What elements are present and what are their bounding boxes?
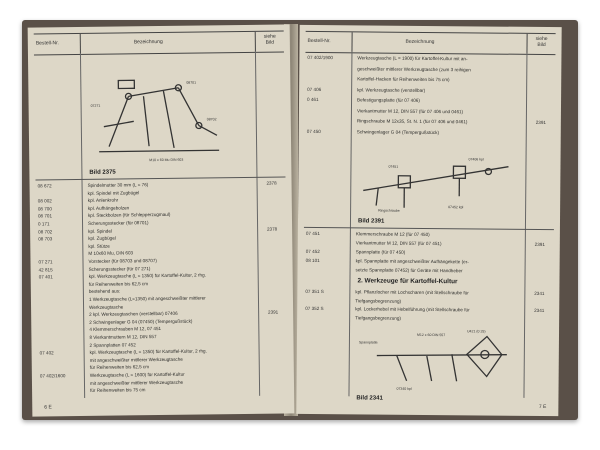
parts-list-row	[304, 248, 554, 255]
parts-list-row	[305, 118, 555, 126]
part-description: 4 Klemmerschrauben M 12, 07 451	[89, 326, 162, 333]
parts-list-row	[36, 203, 286, 212]
svg-text:07452 kpl: 07452 kpl	[448, 205, 464, 210]
figure-reference: 2378	[266, 226, 278, 232]
part-description: kpl. Spannplatte mit angeschweißter Aufhängekette (er-	[355, 258, 469, 265]
parts-list-row	[38, 355, 288, 363]
order-number: 0 461	[307, 96, 319, 103]
svg-text:M10 x 60 Mu DIN 603: M10 x 60 Mu DIN 603	[149, 157, 184, 163]
part-description: mit angeschweißter mittlerer Werkzeugtasche	[89, 356, 183, 363]
order-number: 07 451	[305, 230, 320, 237]
parts-list-row	[305, 54, 555, 62]
part-description: geschweißter mittlerer Werkzeugtasche (zum 3 reihigen	[357, 65, 471, 72]
part-description: kpl. Steckbolzen (für Schlepperzugmaul)	[87, 212, 171, 219]
part-description: 8 Vierkantmuttern M 12, DIN 557	[89, 334, 157, 340]
part-description: 2 kpl. Werkzeugtaschen (verstellbar) 07406	[89, 310, 178, 318]
header-bestell-nr: Bestell-Nr.	[35, 40, 59, 47]
left-page	[28, 24, 295, 416]
part-description: kpl. Werkzeugtasche (L = 1350) für Kartoffel-Kultur, 2 rhg.	[88, 272, 206, 280]
part-description: für Reihenweiten bis 62,5 cm	[88, 280, 149, 287]
parts-list-row	[36, 188, 286, 196]
figure-reference: 2391	[534, 241, 545, 248]
part-description: kpl. Spindel	[88, 228, 112, 234]
parts-list-row	[303, 297, 553, 304]
parts-list-row	[36, 226, 286, 235]
part-description: Vierkantmutter M 12, DIN 557 (für 07 406 und 0461)	[356, 107, 464, 114]
parts-list-row	[36, 234, 286, 242]
parts-list-row	[38, 348, 288, 356]
part-description: Vierkantmutter M 12, DIN 557 (für 07 451)	[355, 240, 442, 247]
parts-list-row	[38, 378, 288, 386]
order-number: 07 401	[38, 274, 53, 280]
tool-bar-illustration	[358, 145, 519, 216]
parts-list-row	[37, 287, 287, 295]
parts-list-row	[37, 317, 287, 325]
figure-reference: 2391	[535, 119, 546, 126]
part-description: 2 Spannplatten 07 452	[89, 341, 136, 348]
part-description: Spannplatte (für 07 450)	[355, 249, 406, 255]
parts-list-row	[305, 96, 555, 103]
svg-text:08701: 08701	[186, 80, 197, 85]
parts-list-row	[305, 65, 555, 72]
left-table-header	[34, 30, 284, 55]
right-page	[296, 25, 561, 416]
part-description: kpl. Aufhängebolzen	[87, 205, 130, 211]
page-number: 6 E	[44, 404, 52, 411]
order-number: 08 002	[37, 198, 52, 204]
figure-reference: 2391	[267, 309, 279, 315]
parts-list-row	[304, 230, 554, 238]
header-siehe-bild: siehe Bild	[535, 35, 548, 49]
svg-text:Ringschraube: Ringschraube	[378, 208, 400, 213]
svg-text:08702: 08702	[206, 117, 217, 122]
figure-reference: 2378	[266, 180, 277, 186]
parts-list-row	[305, 107, 555, 114]
parts-list-row	[37, 272, 287, 280]
parts-list-row	[305, 86, 555, 93]
page-number: 7 E	[538, 403, 547, 411]
header-bezeichnung: Bezeichnung	[133, 38, 163, 46]
part-description: kpl. Anlenkrohr	[87, 197, 119, 204]
parts-list-row	[36, 249, 286, 257]
part-description: Scherungsstecker (für 08701)	[87, 220, 149, 226]
part-description: Werkzeugtasche (L = 1600) für Kartoffel-Kultur	[89, 371, 185, 378]
order-number: 07 450	[306, 128, 321, 134]
figure-reference: 2341	[534, 290, 545, 297]
part-description: Werkzeugtasche (L = 1900) für Kartoffel-Kultur mit an-	[357, 55, 468, 62]
part-description: für Reihenweiten bis 75 cm	[90, 387, 146, 394]
part-description: Befestigungsplatte (für 07 406)	[357, 97, 420, 103]
column-divider	[255, 51, 260, 396]
part-description: Schwingenlager G 04 (Tempergußstück)	[356, 128, 440, 135]
parts-list-row	[37, 332, 287, 340]
order-number: 07 352 S	[305, 305, 324, 312]
parts-list-row	[37, 325, 287, 333]
parts-list-row	[304, 257, 554, 265]
parts-list-row	[36, 241, 286, 249]
column-divider	[80, 53, 85, 398]
part-description: Kartoffel-Hacken für Reihenweiten bis 75 cm)	[357, 76, 450, 83]
part-description: setzte Spannplatte 07452) für Geräte mit Handheber	[355, 267, 463, 274]
parts-list-row	[37, 264, 287, 273]
order-number: 07 402/1900	[307, 54, 333, 61]
part-description: Ringschraube M 12x35, St. N. 1 (für 07 406 und 0461)	[356, 118, 468, 125]
part-description: für Reihenweiten bis 62,5 cm	[89, 364, 150, 371]
separator	[35, 176, 285, 180]
svg-text:M12 x 60 DIN 557: M12 x 60 DIN 557	[416, 332, 446, 338]
order-number: 08 703	[38, 236, 53, 242]
parts-list-row	[36, 211, 286, 219]
parts-list-row	[36, 218, 286, 227]
part-description: Tiefgangsbegrenzung)	[355, 314, 401, 321]
figure-caption-2391: Bild 2391	[357, 218, 385, 225]
part-description: kpl. Spindel mit Zugbügel	[87, 189, 140, 196]
svg-text:07451: 07451	[388, 164, 399, 169]
header-bestell-nr: Bestell-Nr.	[307, 37, 331, 45]
order-number: 07 271	[38, 259, 53, 265]
order-number: 07 406	[307, 86, 322, 92]
parts-list-row	[303, 288, 553, 297]
parts-list-row	[305, 128, 555, 135]
parts-list-row	[38, 363, 288, 371]
part-description: kpl. Zugbügel	[88, 235, 116, 242]
svg-text:07406 kpl: 07406 kpl	[468, 157, 484, 162]
part-description: Spindelmutter 30 mm (L = 76)	[87, 182, 149, 188]
parts-list-row	[305, 76, 555, 83]
part-description: kpl. Lockerhebel mit Hebelführung (mit Stellschraube für	[355, 306, 470, 313]
column-divider	[348, 51, 352, 396]
order-number: 07 351 S	[305, 288, 324, 295]
parts-list-row	[38, 370, 288, 379]
parts-list-row	[36, 196, 286, 204]
part-description: Klemmerschraube M 12 (für 07 450)	[355, 231, 430, 238]
figure-reference: 2341	[534, 307, 545, 314]
part-description: Tiefgangsbegrenzung)	[355, 297, 402, 304]
order-number: 0 171	[38, 221, 50, 227]
svg-text:07271: 07271	[90, 103, 101, 108]
parts-list-row	[304, 240, 554, 248]
order-number: 08 702	[38, 228, 53, 235]
order-number: 07 402/1600	[39, 373, 66, 379]
part-description: Vorstecker (für 08703 und 08707)	[88, 258, 157, 264]
figure-caption-2375: Bild 2375	[89, 169, 116, 176]
part-description: kpl. Pflanzlocher mit Lochscharen (mit Stellschraube für	[355, 289, 469, 296]
parts-list-row	[37, 294, 287, 302]
part-description: Werkzeugtasche	[89, 304, 124, 310]
parts-list-row	[303, 305, 553, 314]
order-number: 08 101	[305, 257, 320, 264]
order-number: 07 452	[305, 248, 320, 255]
part-description: 2 Schwingenlager G 04 (07450) (Tempergußstück)	[89, 318, 193, 325]
svg-text:07340 kpl: 07340 kpl	[396, 386, 412, 391]
parts-list-row	[303, 314, 553, 321]
part-description: 1 Werkzeugtasche (L=1350) mit angeschweißter mittlerer	[88, 295, 206, 302]
figure-caption-2341: Bild 2341	[356, 395, 383, 402]
part-description: M 10x60 Mu, DIN 603	[88, 250, 134, 257]
order-number: 08 672	[37, 183, 52, 189]
parts-list-row	[36, 256, 286, 265]
parts-list-row	[304, 267, 554, 274]
hitch-illustration	[88, 65, 239, 167]
section-title: 2. Werkzeuge für Kartoffel-Kultur	[357, 277, 458, 286]
order-number: 07 402	[39, 350, 54, 356]
part-description: kpl. Werkzeugtasche (verstellbar)	[357, 86, 426, 93]
part-description: Scherungsstecker (für 07 271)	[88, 265, 151, 272]
header-siehe-bild: siehe Bild	[263, 33, 276, 46]
parts-list-row	[37, 302, 287, 310]
order-number: 08 701	[37, 213, 53, 219]
potato-tool-illustration	[357, 325, 528, 391]
right-table-header	[305, 31, 555, 55]
order-number: 08 700	[37, 206, 52, 212]
svg-text:U421 (0 29): U421 (0 29)	[467, 329, 486, 334]
parts-list-row	[36, 180, 286, 189]
part-description: kpl. Werkzeugtasche (L = 1350) für Kartoffel-Kultur, 2 rhg.	[89, 348, 207, 356]
part-description: kpl. Stütze	[88, 243, 110, 249]
header-bezeichnung: Bezeichnung	[405, 38, 435, 46]
parts-list-row	[38, 386, 288, 394]
parts-list-row	[37, 340, 287, 348]
svg-text:Spannplatte: Spannplatte	[358, 340, 378, 345]
parts-list-row	[37, 309, 287, 318]
part-description: mit angeschweißter mittlerer Werkzeugtasche	[89, 379, 184, 386]
order-number: 42 815	[38, 266, 53, 273]
separator	[304, 227, 554, 230]
parts-list-row	[37, 279, 287, 287]
part-description: bestehend aus:	[88, 288, 121, 295]
